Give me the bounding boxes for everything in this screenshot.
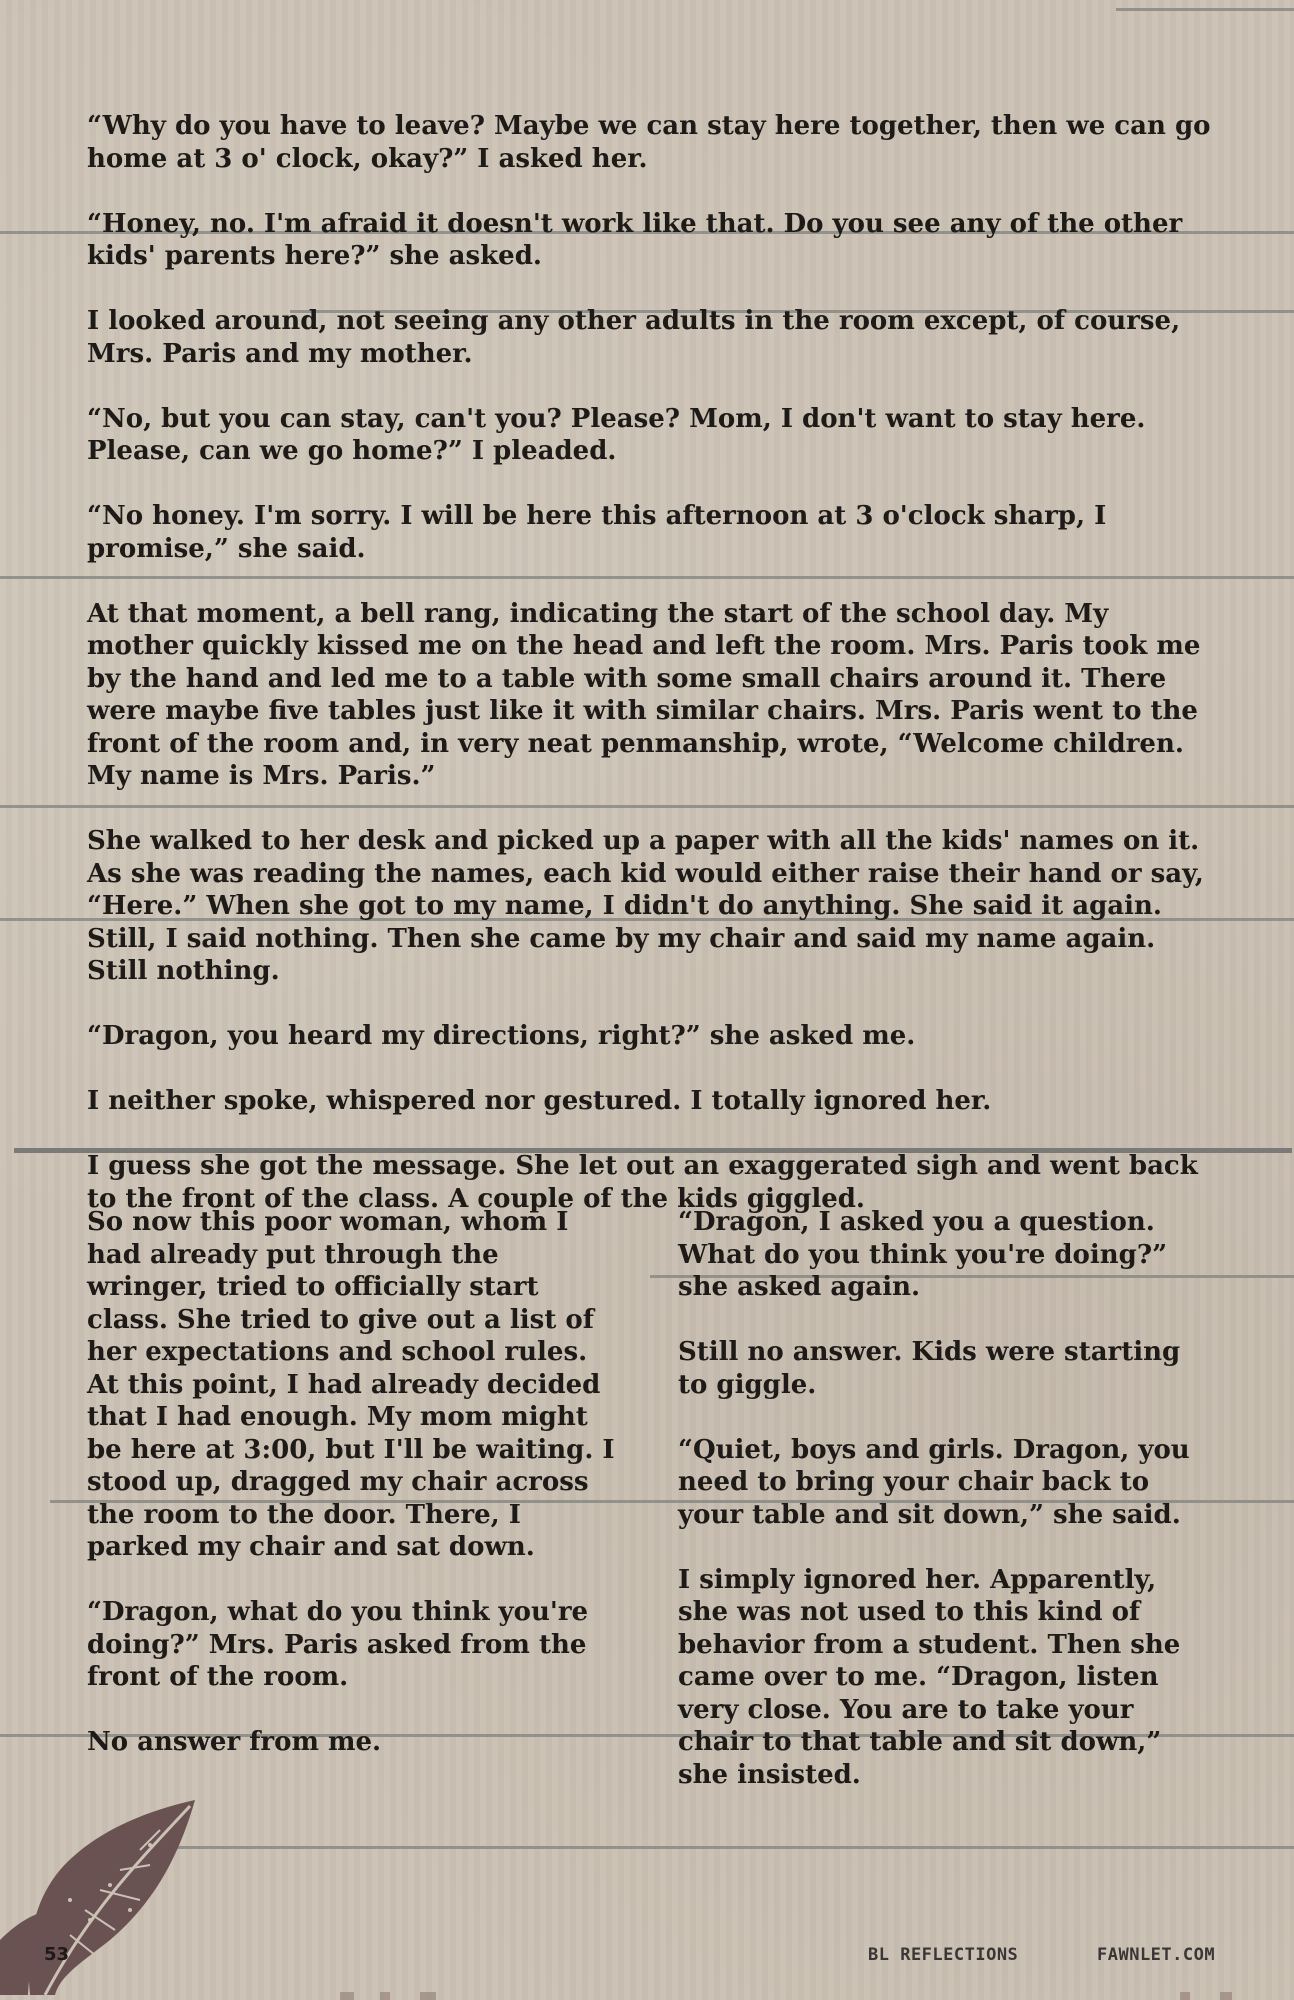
paragraph: Still no answer. Kids were starting to giggle. [678,1337,1181,1400]
decorative-speck [420,1992,436,2000]
body-text-top [87,110,1217,1248]
website-url: FAWNLET.COM [1097,1945,1216,1965]
paragraph: “Dragon, you heard my directions, right?” she asked me. [87,1021,916,1051]
body-text-left-column [87,1206,627,1791]
paragraph: I neither spoke, whispered nor gestured. I totally ignored her. [87,1086,992,1116]
decorative-speck [380,1992,390,2000]
paragraph: “Honey, no. I'm afraid it doesn't work like that. Do you see any of the other kids' parents here?” she asked. [87,208,1183,271]
paragraph: “Dragon, I asked you a question. What do you think you're doing?” she asked again. [678,1207,1168,1302]
paragraph: “Dragon, what do you think you're doing?” Mrs. Paris asked from the front of the room. [87,1597,589,1692]
ruled-line [1116,8,1294,11]
paragraph: “No, but you can stay, can't you? Please? Mom, I don't want to stay here. Please, can we go home?” I pleaded. [87,403,1146,466]
paragraph: No answer from me. [87,1727,382,1757]
paragraph: “Why do you have to leave? Maybe we can stay here together, then we can go home at 3 o' clock, okay?” I asked her. [87,111,1211,174]
paragraph: She walked to her desk and picked up a paper with all the kids' names on it. As she was reading the names, each kid would either raise their hand or say, “Here.” When she got to my name, I didn't do anything. She said it again. Still, I said nothing. Then she came by my chair and said my name again. Still nothing. [87,826,1204,986]
paragraph: I looked around, not seeing any other adults in the room except, of course, Mrs. Paris and my mother. [87,306,1181,369]
ruled-line [150,1846,1294,1849]
decorative-speck [1220,1992,1232,2000]
paragraph: At that moment, a bell rang, indicating the start of the school day. My mother quickly kissed me on the head and left the room. Mrs. Paris took me by the hand and led me to a table with some small chairs around it. There were maybe five tables just like it with similar chairs. Mrs. Paris went to the front of the room and, in very neat penmanship, wrote, “Welcome children. My name is Mrs. Paris.” [87,598,1201,791]
paragraph: “No honey. I'm sorry. I will be here this afternoon at 3 o'clock sharp, I promise,” she said. [87,501,1107,564]
decorative-speck [1180,1992,1190,2000]
paragraph: I guess she got the message. She let out an exaggerated sigh and went back to the front of the class. A couple of the kids giggled. [87,1151,1198,1214]
leaf-icon [0,1790,210,2000]
publication-name: BL REFLECTIONS [868,1945,1019,1965]
paragraph: “Quiet, boys and girls. Dragon, you need to bring your chair back to your table and sit down,” she said. [678,1434,1190,1530]
paragraph: I simply ignored her. Apparently, she was not used to this kind of behavior from a student. Then she came over to me. “Dragon, listen very close. You are to take your chair to that table and sit down,” she insisted. [678,1564,1181,1790]
page-number: 53 [44,1944,70,1965]
decorative-speck [340,1992,354,2000]
body-text-right-column [678,1206,1198,1824]
paragraph: So now this poor woman, whom I had already put through the wringer, tried to officially start class. She tried to give out a list of her expectations and school rules. At this point, I had already decided that I had enough. My mom might be here at 3:00, but I'll be waiting. I stood up, dragged my chair across the room to the door. There, I parked my chair and sat down. [87,1207,615,1562]
